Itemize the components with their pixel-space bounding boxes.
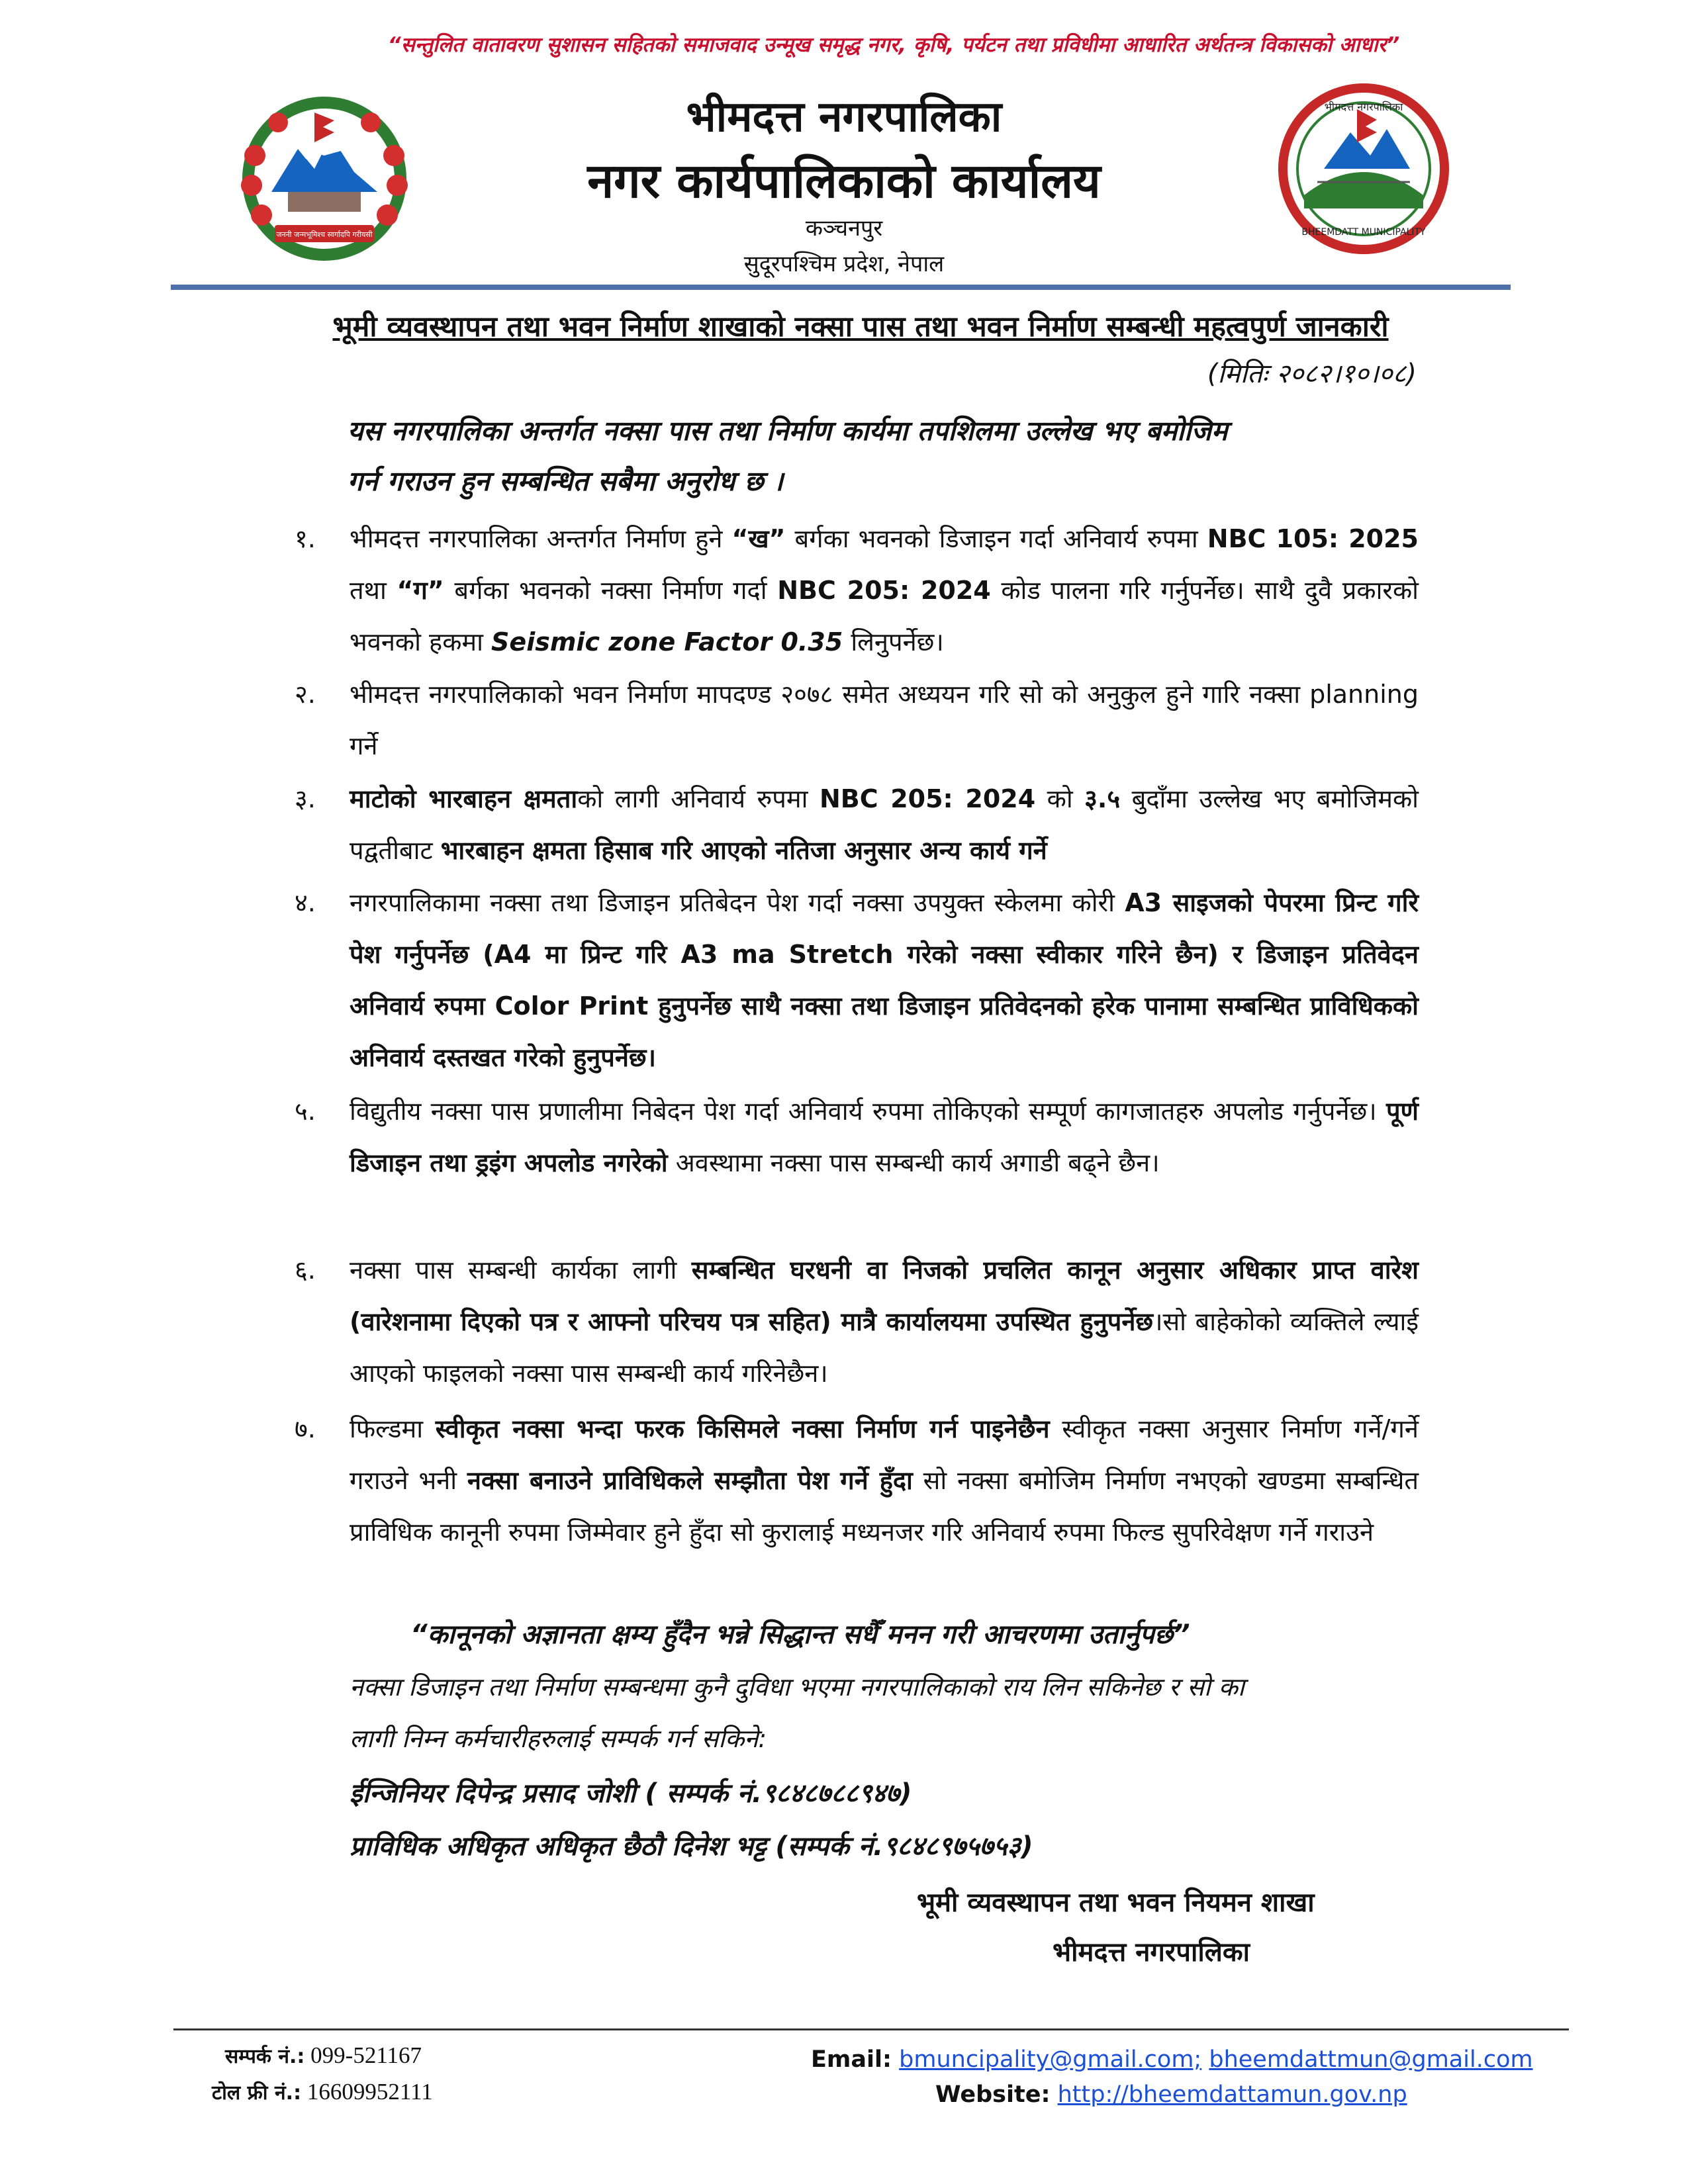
footer-email: Email: bmuncipality@gmail.com; bheemdattmun@gmail.com bbox=[811, 2046, 1533, 2073]
footer-website: Website: http://bheemdattamun.gov.np bbox=[935, 2081, 1407, 2108]
point-4-number: ४. bbox=[295, 888, 316, 917]
point-1-number: १. bbox=[295, 524, 316, 553]
slogan: “सन्तुलित वातावरण सुशासन सहितको समाजवाद उन्मूख समृद्ध नगर, कृषि, पर्यटन तथा प्रविधीमा आधारित अर्थतन्त्र विकासको आधार” bbox=[387, 33, 1400, 57]
footer-phone: सम्पर्क नं.: 099-521167 bbox=[225, 2042, 422, 2068]
contact-intro-line-2: लागी निम्न कर्मचारीहरुलाई सम्पर्क गर्न सकिने: bbox=[350, 1724, 767, 1753]
contact-intro-line-1: नक्सा डिजाइन तथा निर्माण सम्बन्धमा कुनै दुविधा भएमा नगरपालिकाको राय लिन सकिनेछ र सो का bbox=[350, 1672, 1244, 1702]
emblem-motto: जननी जन्मभूमिश्च स्वर्गादपि गरीयसी bbox=[276, 230, 373, 239]
engineer-contact-2: प्राविधिक अधिकृत अधिकृत छैठौ दिनेश भट्ट (सम्पर्क नं.९८४८९७५७५३) bbox=[350, 1831, 1033, 1862]
point-3-number: ३. bbox=[295, 784, 316, 813]
point-5-text: विद्युतीय नक्सा पास प्रणालीमा निबेदन पेश गर्दा अनिवार्य रुपमा तोकिएको सम्पूर्ण कागजातहरु अपलोड गर्नुपर्नेछ। पूर्ण डिजाइन तथा ड्रइंग अपलोड नगरेको अवस्थामा नक्सा पास सम्बन्धी कार्य अगाडी बढ्ने छैन। bbox=[350, 1097, 1419, 1177]
point-7-text: फिल्डमा स्वीकृत नक्सा भन्दा फरक किसिमले नक्सा निर्माण गर्न पाइनेछैन स्वीकृत नक्सा अनुसार निर्माण गर्ने/गर्ने गराउने भनी नक्सा बनाउने प्राविधिकले सम्झौता पेश गर्ने हुँदा सो नक्सा बमोजिम निर्माण नभएको खण्डमा सम्बन्धित प्राविधिक कानूनी रुपमा जिम्मेवार हुने हुँदा सो कुरालाई मध्यनजर गरि अनिवार्य रुपमा फिल्ड सुपरिवेक्षण गर्ने गराउने bbox=[350, 1414, 1419, 1547]
point-2-number: २. bbox=[295, 680, 316, 709]
notice-date: (मितिः २०८२।१०।०८) bbox=[1207, 359, 1417, 389]
logo-bottom-text: BHEEMDATT MUNICIPALITY bbox=[1301, 227, 1426, 238]
engineer-contact-1: ईन्जिनियर दिपेन्द्र प्रसाद जोशी ( सम्पर्क नं.९८४८७८८९४७) bbox=[350, 1778, 912, 1809]
email-link-1[interactable]: bmuncipality@gmail.com; bbox=[899, 2046, 1202, 2073]
point-1-text: भीमदत्त नगरपालिका अन्तर्गत निर्माण हुने “ख” बर्गका भवनको डिजाइन गर्दा अनिवार्य रुपमा NBC 105: 2025 तथा “ग” बर्गका भवनको नक्सा निर्माण गर्दा NBC 205: 2024 कोड पालना गरि गर्नुपर्नेछ। साथै दुवै प्रकारको भवनको हकमा Seismic zone Factor 0.35 लिनुपर्नेछ। bbox=[350, 524, 1419, 657]
header-divider bbox=[171, 285, 1511, 290]
nepal-emblem-icon bbox=[225, 93, 424, 265]
district-name: कञ्चनपुर bbox=[805, 215, 883, 242]
footer-divider bbox=[173, 2028, 1569, 2030]
point-2-text: भीमदत्त नगरपालिकाको भवन निर्माण मापदण्ड २०७८ समेत अध्ययन गरि सो को अनुकुल हुने गारि नक्सा planning गर्ने bbox=[350, 680, 1419, 760]
point-5-number: ५. bbox=[295, 1097, 316, 1126]
point-4-text: नगरपालिकामा नक्सा तथा डिजाइन प्रतिबेदन पेश गर्दा नक्सा उपयुक्त स्केलमा कोरी A3 साइजको पेपरमा प्रिन्ट गरि पेश गर्नुपर्नेछ (A4 मा प्रिन्ट गरि A3 ma Stretch गरेको नक्सा स्वीकार गरिने छैन) र डिजाइन प्रतिवेदन अनिवार्य रुपमा Color Print हुनुपर्नेछ साथै नक्सा तथा डिजाइन प्रतिवेदनको हरेक पानामा सम्बन्धित प्राविधिकको अनिवार्य दस्तखत गरेको हुनुपर्नेछ। bbox=[350, 888, 1419, 1072]
logo-top-text: भीमदत्त नगरपालिका bbox=[1324, 101, 1403, 113]
municipality-name: भीमदत्त नगरपालिका bbox=[686, 93, 1002, 142]
municipality-logo-icon bbox=[1278, 69, 1450, 268]
province-name: सुदूरपश्चिम प्रदेश, नेपाल bbox=[743, 251, 945, 277]
point-7-number: ७. bbox=[295, 1414, 316, 1443]
signature-municipality: भीमदत्त नगरपालिका bbox=[1053, 1937, 1250, 1968]
email-link-2[interactable]: bheemdattmun@gmail.com bbox=[1209, 2046, 1533, 2073]
intro-line-2: गर्न गराउन हुन सम्बन्धित सबैमा अनुरोध छ । bbox=[348, 465, 784, 497]
point-3-text: माटोको भारबाहन क्षमताको लागी अनिवार्य रुपमा NBC 205: 2024 को ३.५ बुदाँमा उल्लेख भए बमोजिमको पद्वतीबाट भारबाहन क्षमता हिसाब गरि आएको नतिजा अनुसार अन्य कार्य गर्ने bbox=[350, 784, 1419, 865]
point-6-text: नक्सा पास सम्बन्धी कार्यका लागी सम्बन्धित घरधनी वा निजको प्रचलित कानून अनुसार अधिकार प्राप्त वारेश (वारेशनामा दिएको पत्र र आफ्नो परिचय पत्र सहित) मात्रै कार्यालयमा उपस्थित हुनुपर्नेछ।सो बाहेकोको व्यक्तिले ल्याई आएको फाइलको नक्सा पास सम्बन्धी कार्य गरिनेछैन। bbox=[350, 1255, 1419, 1388]
signature-branch: भूमी व्यवस्थापन तथा भवन नियमन शाखा bbox=[917, 1888, 1315, 1918]
office-name: नगर कार्यपालिकाको कार्यालय bbox=[587, 153, 1101, 208]
footer-tollfree: टोल फ्री नं.: 16609952111 bbox=[212, 2079, 433, 2105]
intro-line-1: यस नगरपालिका अन्तर्गत नक्सा पास तथा निर्माण कार्यमा तपशिलमा उल्लेख भए बमोजिम bbox=[348, 415, 1228, 447]
notice-heading: भूमी व्यवस्थापन तथा भवन निर्माण शाखाको नक्सा पास तथा भवन निर्माण सम्बन्धी महत्वपुर्ण जानकारी bbox=[332, 310, 1389, 343]
website-link[interactable]: http://bheemdattamun.gov.np bbox=[1057, 2081, 1407, 2108]
point-6-number: ६. bbox=[295, 1255, 316, 1285]
legal-quote: “कानूनको अज्ञानता क्षम्य हुँदैन भन्ने सिद्धान्त सधैँ मनन गरी आचरणमा उतार्नुपर्छ” bbox=[410, 1619, 1190, 1650]
